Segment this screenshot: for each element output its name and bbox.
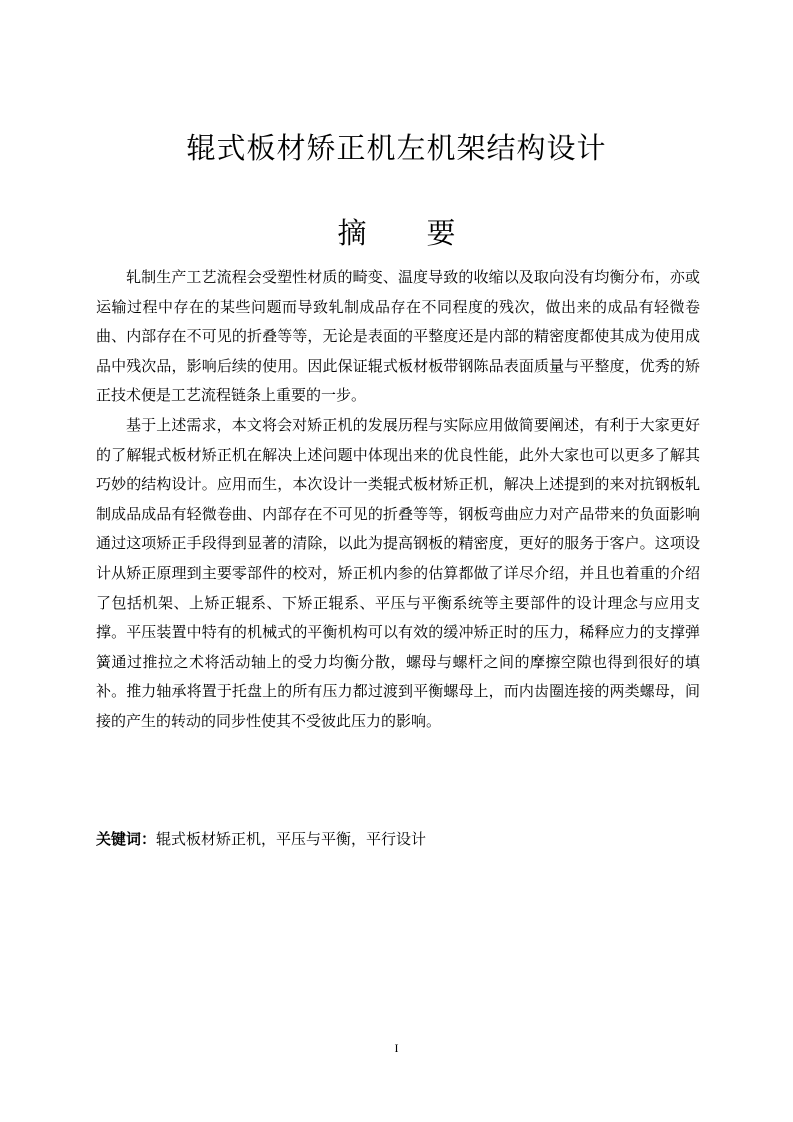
abstract-paragraph-1: 轧制生产工艺流程会受塑性材质的畸变、温度导致的收缩以及取向没有均衡分布，亦或运输过程中存在的某些问题而导致轧制成品存在不同程度的残次，做出来的成品有轻微卷曲、内部存在不可见的折叠等等，无论是表面的平整度还是内部的精密度都使其成为使用成品中残次品，影响后续的使用。因此保证辊式板材板带钢陈品表面质量与平整度，优秀的矫正技术便是工艺流程链条上重要的一步。: [96, 268, 700, 405]
abstract-body: [96, 263, 700, 737]
abstract-paragraph-2: 基于上述需求，本文将会对矫正机的发展历程与实际应用做简要阐述，有利于大家更好的了解辊式板材矫正机在解决上述问题中体现出来的优良性能，此外大家也可以更多了解其巧妙的结构设计。应用而生，本次设计一类辊式板材矫正机，解决上述提到的来对抗钢板轧制成品成品有轻微卷曲、内部存在不可见的折叠等等，钢板弯曲应力对产品带来的负面影响通过这项矫正手段得到显著的清除，以此为提高钢板的精密度，更好的服务于客户。这项设计从矫正原理到主要零部件的校对，矫正机内参的估算都做了详尽介绍，并且也着重的介绍了包括机架、上矫正辊系、下矫正辊系、平压与平衡系统等主要部件的设计理念与应用支撑。平压装置中特有的机械式的平衡机构可以有效的缓冲矫正时的压力，稀释应力的支撑弹簧通过推拉之术将活动轴上的受力均衡分散，螺母与螺杆之间的摩擦空隙也得到很好的填补。推力轴承将置于托盘上的所有压力都过渡到平衡螺母上，而内齿圈连接的两类螺母，间接的产生的转动的同步性使其不受彼此压力的影响。: [96, 415, 700, 730]
keywords-line: [96, 825, 700, 854]
page-number: I: [394, 1041, 399, 1055]
keywords-text: 辊式板材矫正机，平压与平衡，平行设计: [156, 830, 427, 848]
keywords-label: 关键词：: [96, 830, 157, 848]
abstract-heading-right: 要: [426, 216, 456, 250]
document-title: 辊式板材矫正机左机架结构设计: [186, 131, 607, 165]
abstract-heading-left: 摘: [337, 216, 367, 250]
abstract-heading: [0, 213, 793, 253]
